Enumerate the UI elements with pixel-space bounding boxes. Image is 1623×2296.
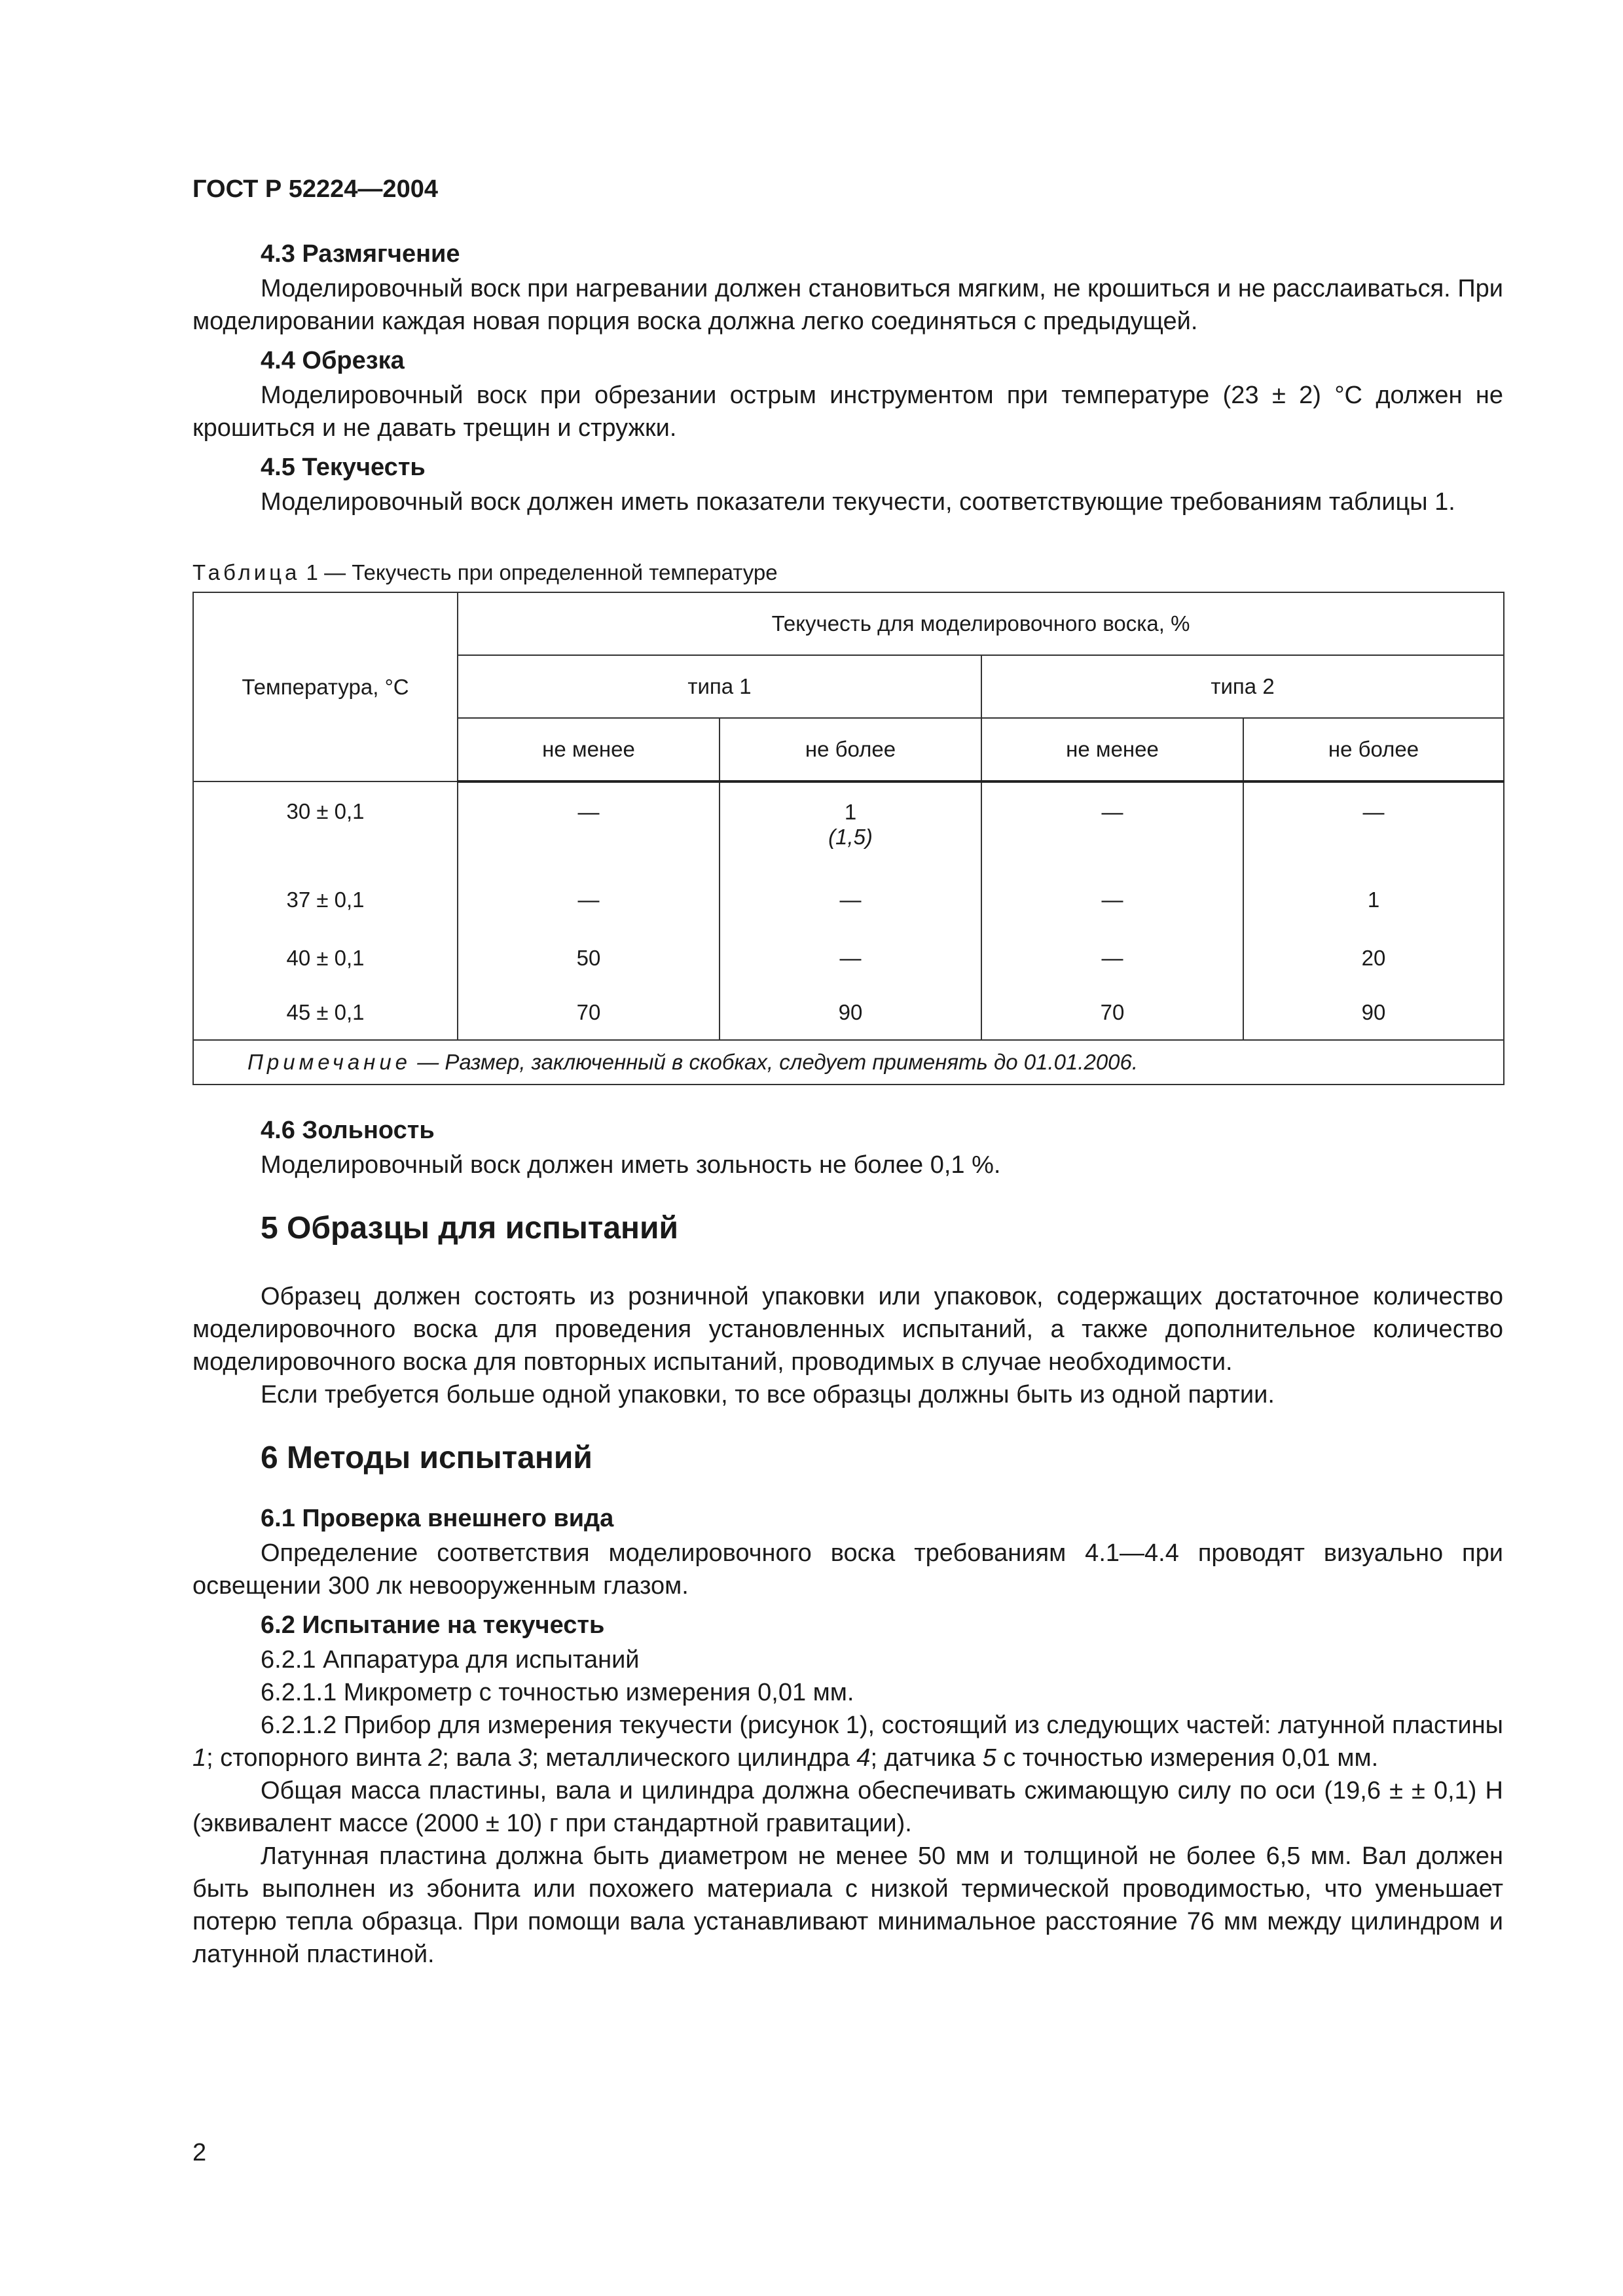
text-run: с точностью измерения 0,01 мм. [996, 1744, 1379, 1772]
section-5-paragraph-2: Если требуется больше одной упаковки, то все образцы должны быть из одной партии. [261, 1381, 1275, 1408]
cell-t2-max: — [1243, 781, 1504, 876]
header-flow: Текучесть для моделировочного воска, % [458, 592, 1504, 655]
header-type-2-min: не менее [981, 718, 1243, 781]
table-note-row [193, 1040, 1504, 1085]
header-type-1-min: не менее [458, 718, 720, 781]
section-4-3-text: Моделировочный воск при нагревании должен становиться мягким, не крошиться и не расслаиваться. При моделировании каждая новая порция воска должна легко соединяться с предыдущей. [192, 275, 1503, 335]
section-5-title: 5 Образцы для испытаний [261, 1211, 679, 1246]
document-id: ГОСТ Р 52224—2004 [192, 175, 438, 203]
section-4-4-text: Моделировочный воск при обрезании острым инструментом при температуре (23 ± 2) °C должен не крошиться и не давать трещин и стружки. [192, 382, 1503, 442]
section-4-6-text: Моделировочный воск должен иметь зольность не более 0,1 %. [261, 1151, 1001, 1179]
cell-t1-min: — [458, 781, 720, 876]
section-6-2-1-1: 6.2.1.1 Микрометр с точностью измерения 0,01 мм. [261, 1679, 854, 1706]
header-type-1: типа 1 [458, 655, 981, 718]
cell-t2-min: 70 [981, 992, 1243, 1040]
cell-temp: 37 ± 0,1 [193, 876, 458, 934]
part-number: 3 [518, 1744, 532, 1772]
section-6-plate-text: Латунная пластина должна быть диаметром не менее 50 мм и толщиной не более 6,5 мм. Вал должен быть выполнен из эбонита или похожего материала с низкой термической проводимостью, что уменьшает потерю тепла образца. При помощи вала устанавливают минимальное расстояние 76 мм между цилиндром и латунной пластиной. [192, 1842, 1503, 1968]
section-6-2-1: 6.2.1 Аппаратура для испытаний [261, 1646, 640, 1674]
text-run: ; датчика [870, 1744, 983, 1772]
cell-t2-max: 1 [1243, 876, 1504, 934]
section-4-3-title: 4.3 Размягчение [261, 240, 460, 268]
cell-t1-max [720, 781, 981, 876]
cell-t1-max: — [720, 876, 981, 934]
text-run: ; вала [442, 1744, 519, 1772]
table-caption-label: Таблица [192, 560, 301, 584]
part-number: 4 [856, 1744, 871, 1772]
text-run: 6.2.1.2 Прибор для измерения текучести (рисунок 1), состоящий из следующих частей: латунной пластины [261, 1712, 1503, 1739]
section-6-1-title: 6.1 Проверка внешнего вида [261, 1505, 614, 1532]
text-run: ; стопорного винта [206, 1744, 429, 1772]
part-number: 5 [982, 1744, 996, 1772]
cell-t2-min: — [981, 876, 1243, 934]
cell-t1-max: 90 [720, 992, 981, 1040]
section-4-6-title: 4.6 Зольность [261, 1117, 435, 1144]
section-6-2-title: 6.2 Испытание на текучесть [261, 1611, 605, 1639]
section-4-5-text: Моделировочный воск должен иметь показатели текучести, соответствующие требованиям таблицы 1. [261, 488, 1455, 516]
cell-t1-max: — [720, 934, 981, 992]
section-6-1-text: Определение соответствия моделировочного воска требованиям 4.1—4.4 проводят визуально при освещении 300 лк невооруженным глазом. [192, 1539, 1503, 1600]
cell-temp: 40 ± 0,1 [193, 934, 458, 992]
header-temperature: Температура, °C [193, 592, 458, 781]
cell-t1-min: 50 [458, 934, 720, 992]
table-note-label: Примечание [247, 1050, 412, 1074]
cell-t1-min: — [458, 876, 720, 934]
header-type-2-max: не более [1243, 718, 1504, 781]
header-type-1-max: не более [720, 718, 981, 781]
table-row [193, 934, 1504, 992]
section-6-mass-text: Общая масса пластины, вала и цилиндра должна обеспечивать сжимающую силу по оси (19,6 ± ± 0,1) Н (эквивалент массе (2000 ± 10) г при стандартной гравитации). [192, 1777, 1503, 1837]
section-4-4-title: 4.4 Обрезка [261, 347, 405, 374]
cell-temp: 45 ± 0,1 [193, 992, 458, 1040]
cell-t2-max: 90 [1243, 992, 1504, 1040]
text-run: ; металлического цилиндра [532, 1744, 857, 1772]
cell-t2-min: — [981, 781, 1243, 876]
flow-table [192, 592, 1504, 1085]
cell-temp: 30 ± 0,1 [193, 781, 458, 876]
table-caption-text: 1 — Текучесть при определенной температуре [300, 560, 778, 584]
table-row [193, 876, 1504, 934]
section-6-2-1-2 [192, 1709, 1503, 1774]
table-row [193, 992, 1504, 1040]
table-note-text: — Размер, заключенный в скобках, следует применять до 01.01.2006. [411, 1050, 1139, 1074]
page-content [192, 175, 1503, 1971]
table-1-caption [192, 560, 1503, 585]
cell-t1-max-value: 1 [844, 800, 857, 824]
part-number: 1 [192, 1744, 207, 1772]
section-6-title: 6 Методы испытаний [261, 1441, 593, 1475]
section-5-paragraph-1: Образец должен состоять из розничной упаковки или упаковок, содержащих достаточное количество моделировочного воска для проведения установленных испытаний, а также дополнительное количество моделировочного воска для повторных испытаний, проводимых в случае необходимости. [192, 1283, 1503, 1376]
cell-t2-max: 20 [1243, 934, 1504, 992]
section-4-5-title: 4.5 Текучесть [261, 454, 426, 481]
table-row [193, 781, 1504, 876]
page-number: 2 [192, 2139, 207, 2166]
header-type-2: типа 2 [981, 655, 1504, 718]
cell-t2-min: — [981, 934, 1243, 992]
table-note [193, 1040, 1504, 1085]
part-number: 2 [428, 1744, 443, 1772]
cell-t1-max-note: (1,5) [828, 825, 873, 849]
cell-t1-min: 70 [458, 992, 720, 1040]
